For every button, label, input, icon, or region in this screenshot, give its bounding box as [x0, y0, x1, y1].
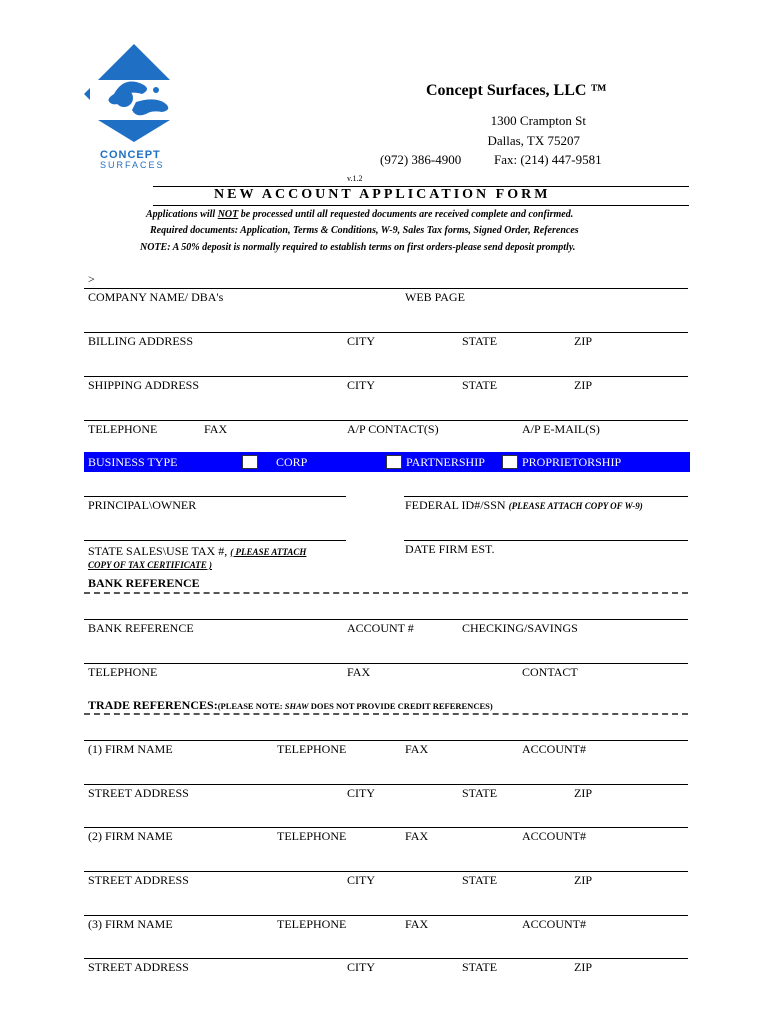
principal-owner-label[interactable]: PRINCIPAL\OWNER: [88, 498, 197, 512]
firm3-name-label[interactable]: (3) FIRM NAME: [88, 917, 173, 931]
business-type-label: BUSINESS TYPE: [88, 455, 178, 469]
firm1-telephone-label[interactable]: TELEPHONE: [277, 742, 347, 756]
company-fax: Fax: (214) 447-9581: [494, 152, 602, 167]
bank-telephone-label[interactable]: TELEPHONE: [88, 665, 158, 679]
version-label: v.1.2: [347, 174, 363, 183]
firm3-street-rule: [84, 958, 688, 959]
firm3-fax-label[interactable]: FAX: [405, 917, 429, 931]
firm1-street-rule: [84, 784, 688, 785]
billing-address-label[interactable]: BILLING ADDRESS: [88, 334, 194, 348]
company-name-label[interactable]: COMPANY NAME/ DBA's: [88, 290, 224, 304]
firm1-rule: [84, 740, 688, 741]
date-firm-label[interactable]: DATE FIRM EST.: [405, 542, 495, 556]
notice-line-1: Applications will NOT be processed until all requested documents are received complete and confirmed.: [146, 209, 574, 220]
firm2-city-label[interactable]: CITY: [347, 873, 375, 887]
fax-label[interactable]: FAX: [204, 422, 228, 436]
bank-reference-heading: BANK REFERENCE: [88, 576, 200, 590]
firm2-name-label[interactable]: (2) FIRM NAME: [88, 829, 173, 843]
shipping-state-label[interactable]: STATE: [462, 378, 498, 392]
bank-rule: [84, 619, 688, 620]
firm2-zip-label[interactable]: ZIP: [574, 873, 592, 887]
sales-tax-label[interactable]: STATE SALES\USE TAX #, ( PLEASE ATTACH: [88, 544, 307, 558]
federal-id-label[interactable]: FEDERAL ID#/SSN (PLEASE ATTACH COPY OF W-9): [405, 498, 643, 512]
bank-fax-label[interactable]: FAX: [347, 665, 371, 679]
logo-text-concept: CONCEPT: [100, 149, 161, 161]
web-page-label[interactable]: WEB PAGE: [405, 290, 465, 304]
telephone-label[interactable]: TELEPHONE: [88, 422, 158, 436]
firm1-street-label[interactable]: STREET ADDRESS: [88, 786, 189, 800]
proprietorship-checkbox[interactable]: [502, 455, 518, 469]
logo-text-surfaces: SURFACES: [100, 160, 165, 170]
bank-reference-label[interactable]: BANK REFERENCE: [88, 621, 194, 635]
notice-line-2: Required documents: Application, Terms & Conditions, W-9, Sales Tax forms, Signed Order, References: [150, 225, 579, 236]
ap-email-label[interactable]: A/P E-MAIL(S): [522, 422, 600, 436]
telephone-rule: [84, 420, 688, 421]
shipping-zip-label[interactable]: ZIP: [574, 378, 592, 392]
date-firm-rule: [404, 540, 688, 541]
billing-rule: [84, 332, 688, 333]
bank-telephone-rule: [84, 663, 688, 664]
company-city-state: Dallas, TX 75207: [487, 133, 580, 148]
shipping-address-label[interactable]: SHIPPING ADDRESS: [88, 378, 200, 392]
corp-checkbox[interactable]: [242, 455, 258, 469]
company-rule: [84, 288, 688, 289]
partnership-label: PARTNERSHIP: [406, 455, 485, 469]
firm1-state-label[interactable]: STATE: [462, 786, 498, 800]
firm2-state-label[interactable]: STATE: [462, 873, 498, 887]
notice-line-3: NOTE: A 50% deposit is normally required to establish terms on first orders-please send deposit promptly.: [140, 242, 576, 253]
company-name: Concept Surfaces, LLC ™: [426, 82, 607, 99]
firm1-fax-label[interactable]: FAX: [405, 742, 429, 756]
principal-rule: [84, 496, 346, 497]
form-title: NEW ACCOUNT APPLICATION FORM: [214, 187, 551, 202]
firm1-account-label[interactable]: ACCOUNT#: [522, 742, 587, 756]
trade-references-heading: TRADE REFERENCES:(PLEASE NOTE: SHAW DOES NOT PROVIDE CREDIT REFERENCES): [88, 698, 493, 712]
firm3-account-label[interactable]: ACCOUNT#: [522, 917, 587, 931]
sales-tax-rule: [84, 540, 346, 541]
firm3-zip-label[interactable]: ZIP: [574, 960, 592, 974]
title-bottom-rule: [153, 205, 689, 206]
ap-contact-label[interactable]: A/P CONTACT(S): [347, 422, 439, 436]
firm1-name-label[interactable]: (1) FIRM NAME: [88, 742, 173, 756]
trade-heading-divider: [84, 713, 688, 715]
company-phone: (972) 386-4900: [380, 152, 462, 167]
business-type-bar: [84, 452, 690, 472]
bank-account-label[interactable]: ACCOUNT #: [347, 621, 414, 635]
sales-tax-note: COPY OF TAX CERTIFICATE ): [88, 560, 213, 570]
marker: >: [88, 272, 95, 286]
bank-heading-divider: [84, 592, 688, 594]
shipping-city-label[interactable]: CITY: [347, 378, 375, 392]
firm2-rule: [84, 827, 688, 828]
firm1-city-label[interactable]: CITY: [347, 786, 375, 800]
firm2-street-rule: [84, 871, 688, 872]
firm1-zip-label[interactable]: ZIP: [574, 786, 592, 800]
firm3-state-label[interactable]: STATE: [462, 960, 498, 974]
firm3-street-label[interactable]: STREET ADDRESS: [88, 960, 189, 974]
bank-checking-label[interactable]: CHECKING/SAVINGS: [462, 621, 578, 635]
billing-city-label[interactable]: CITY: [347, 334, 375, 348]
firm2-fax-label[interactable]: FAX: [405, 829, 429, 843]
corp-label: CORP: [276, 455, 308, 469]
partnership-checkbox[interactable]: [386, 455, 402, 469]
firm3-city-label[interactable]: CITY: [347, 960, 375, 974]
shipping-rule: [84, 376, 688, 377]
firm3-rule: [84, 915, 688, 916]
bank-contact-label[interactable]: CONTACT: [522, 665, 578, 679]
firm2-telephone-label[interactable]: TELEPHONE: [277, 829, 347, 843]
firm2-street-label[interactable]: STREET ADDRESS: [88, 873, 189, 887]
federal-rule: [404, 496, 688, 497]
firm2-account-label[interactable]: ACCOUNT#: [522, 829, 587, 843]
billing-zip-label[interactable]: ZIP: [574, 334, 592, 348]
proprietorship-label: PROPRIETORSHIP: [522, 455, 622, 469]
company-street: 1300 Crampton St: [490, 113, 586, 128]
firm3-telephone-label[interactable]: TELEPHONE: [277, 917, 347, 931]
billing-state-label[interactable]: STATE: [462, 334, 498, 348]
